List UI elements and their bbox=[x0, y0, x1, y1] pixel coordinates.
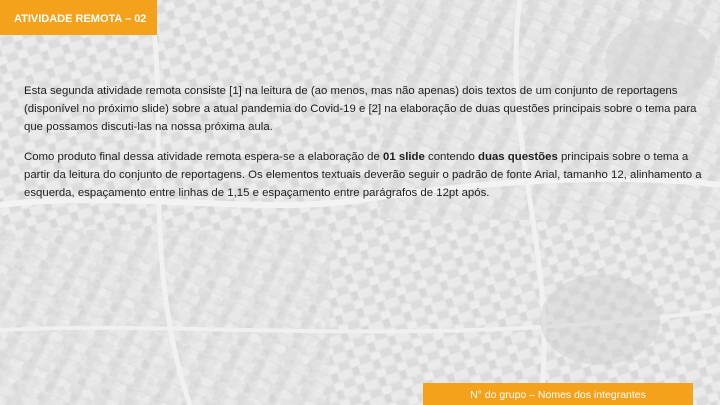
group-info-badge bbox=[423, 383, 693, 405]
emphasis-questions: duas questões bbox=[478, 151, 558, 163]
group-label: N° do grupo – Nomes dos integrantes bbox=[470, 389, 646, 401]
paragraph-deliverable-part1: Como produto final dessa atividade remota espera-se a elaboração de bbox=[24, 151, 384, 163]
paragraph-deliverable bbox=[24, 148, 708, 202]
paragraph-deliverable-part3: principais sobre o tema a partir da leitura do conjunto de reportagens. Os elementos textuais deverão seguir o padrão de fonte Arial, tamanho 12, alinhamento a esquerda, espaçamento entre linhas de 1,15 e espaçamento entre parágrafos de 12pt após. bbox=[24, 151, 702, 199]
slide-body bbox=[24, 82, 708, 214]
emphasis-slide-count: 01 slide bbox=[383, 151, 425, 163]
slide-title: ATIVIDADE REMOTA – 02 bbox=[14, 13, 147, 25]
paragraph-instructions: Esta segunda atividade remota consiste [1] na leitura de (ao menos, mas não apenas) dois textos de um conjunto de reportagens (disponível no próximo slide) sobre a atual pandemia do Covid-19 e [2] na elaboração de duas questões principais sobre o tema para que possamos discuti-las na nossa próxima aula. bbox=[24, 85, 697, 133]
slide-title-badge bbox=[0, 0, 157, 35]
paragraph-deliverable-part2: contendo bbox=[424, 151, 479, 163]
